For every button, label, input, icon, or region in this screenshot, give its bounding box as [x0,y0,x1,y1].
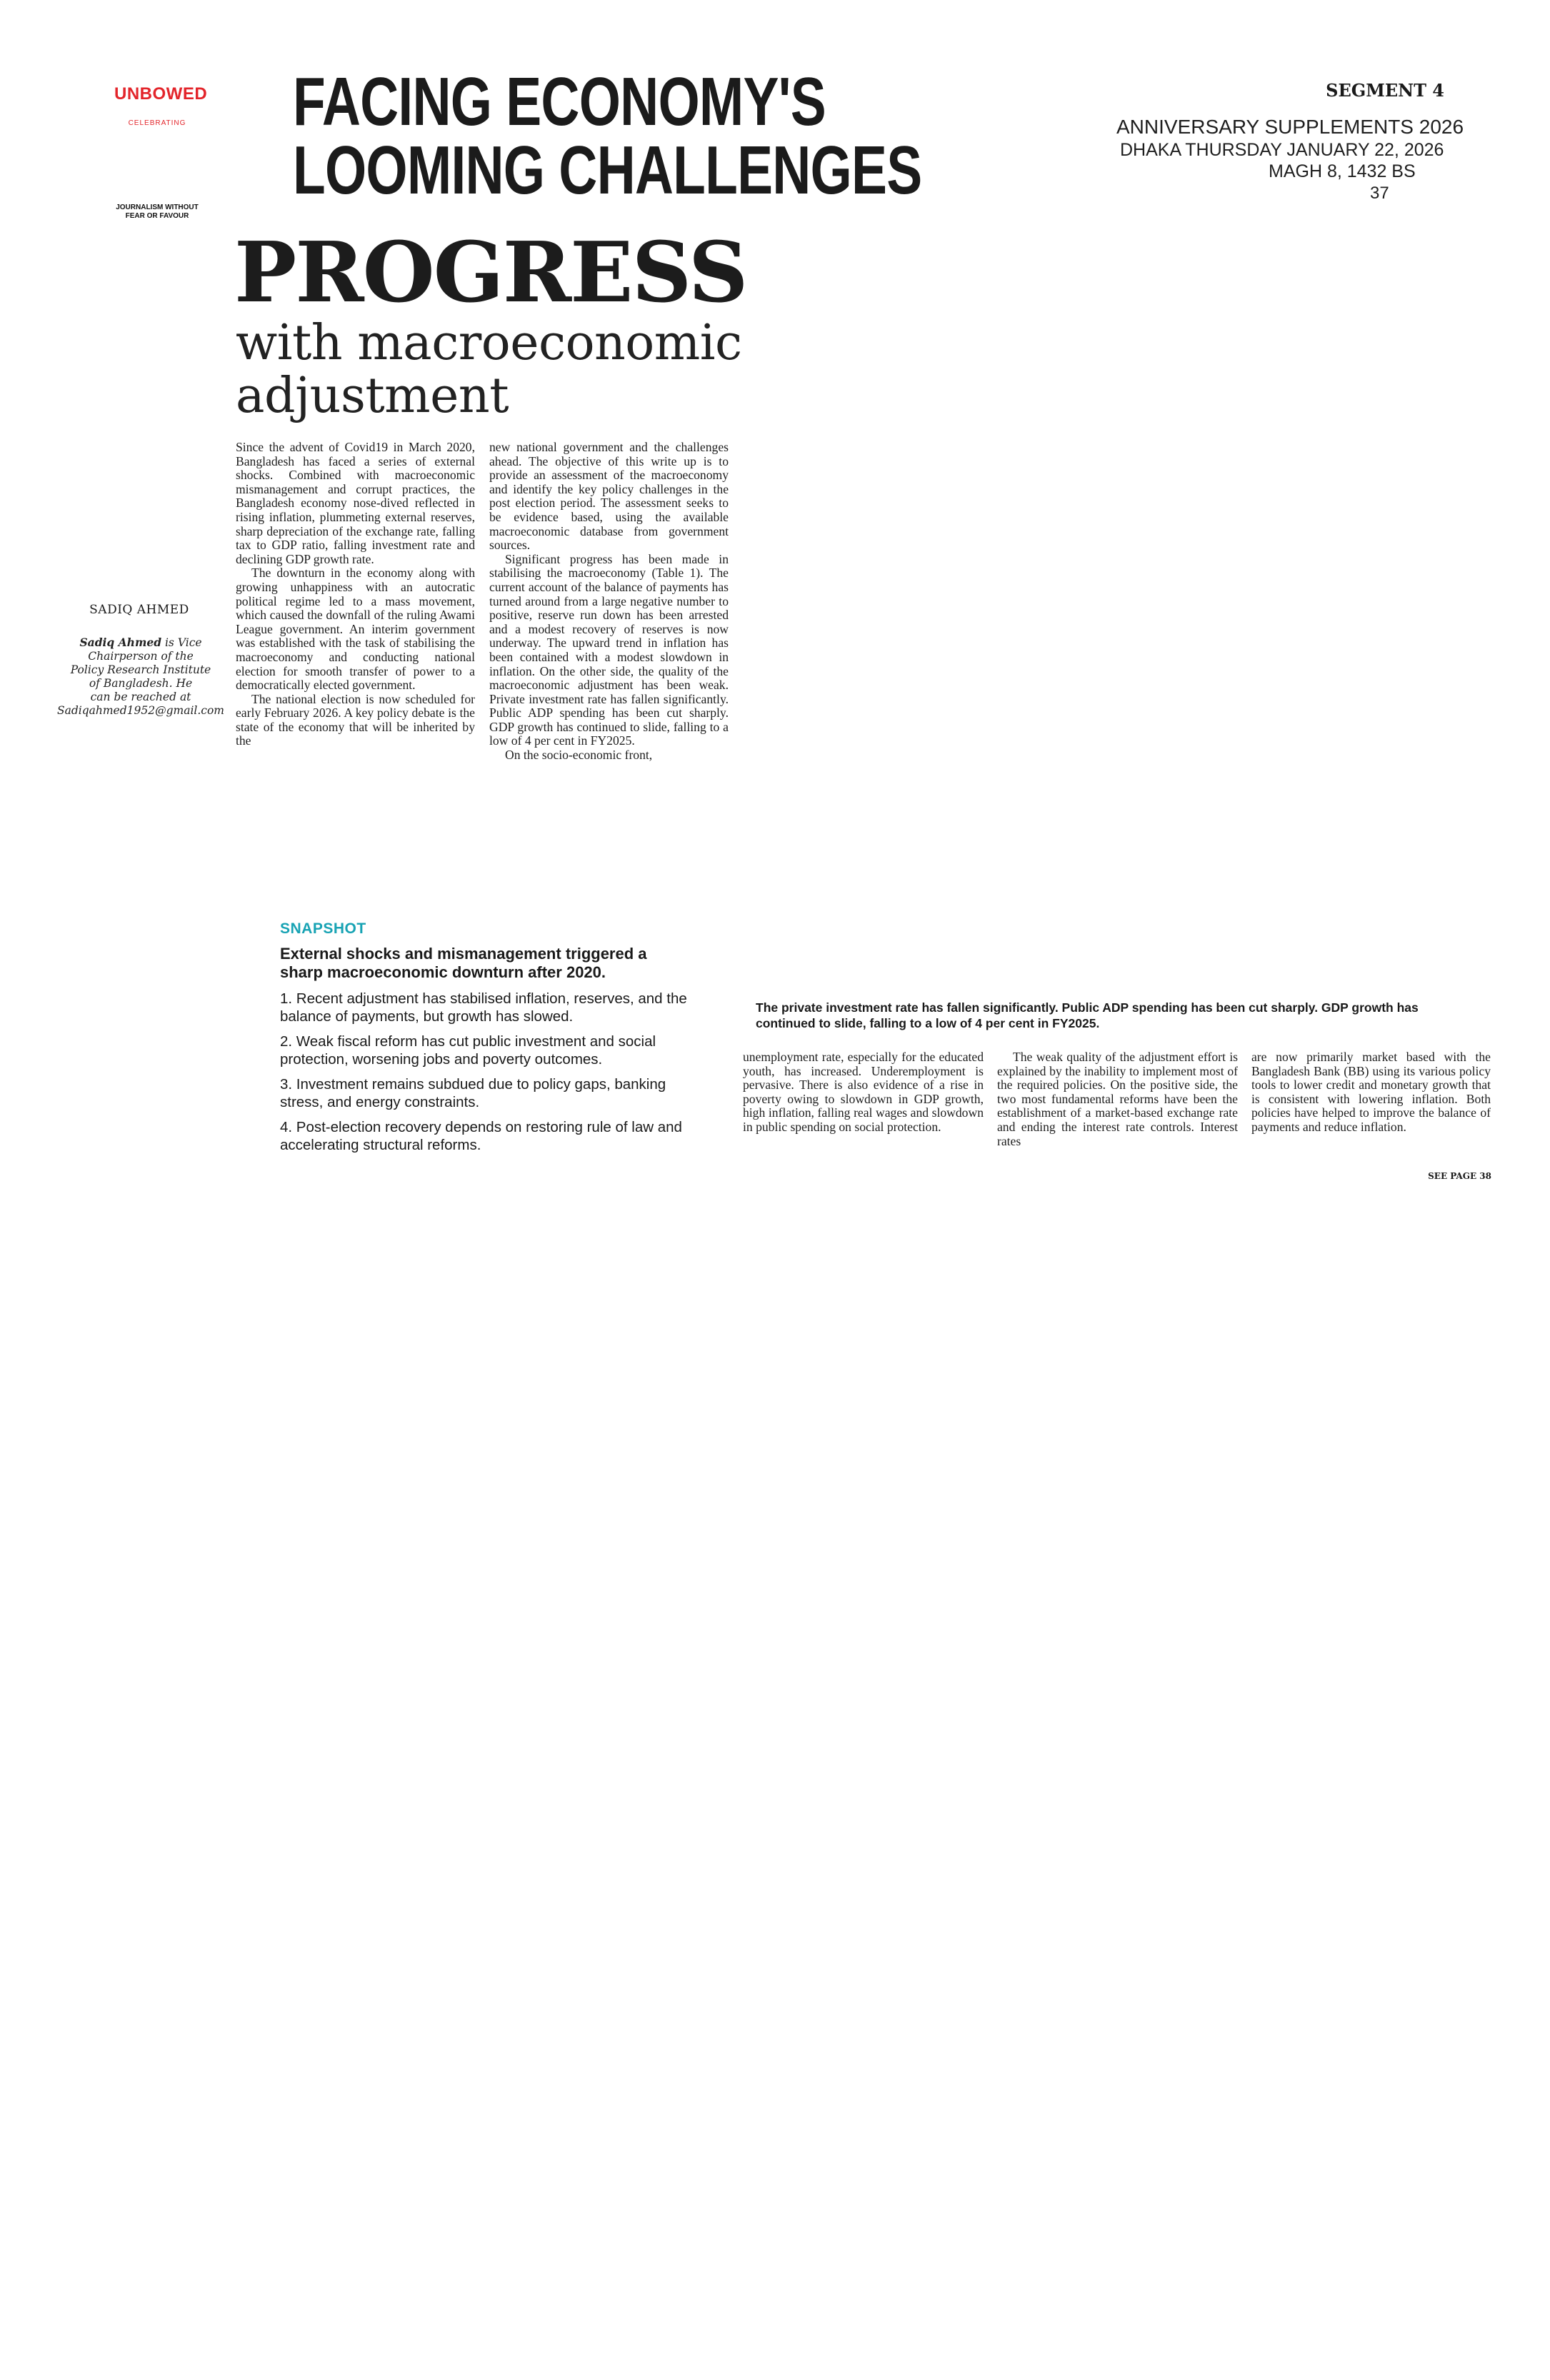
paragraph: The downturn in the economy along with growing unhappiness with an autocratic political regime led to a mass movement, which caused the downfall of the ruling Awami League government. An interim government was established with the task of stabilising the macroeconomy and conducting national election for smooth transfer of power to a democratically elected government. [236,566,475,693]
headline-line-2: LOOMING CHALLENGES [293,132,922,209]
paragraph: The weak quality of the adjustment effort is explained by the inability to implement most of the required policies. On the positive side, the two most fundamental reforms have been the establishment of a market-based exchange rate and ending the interest rate controls. Interest rates [997,1050,1238,1148]
snapshot-list [280,990,701,1161]
pull-quote: The private investment rate has fallen significantly. Public ADP spending has been cut sharply. GDP growth has continued to slide, falling to a low of 4 per cent in FY2025. [756,1000,1419,1030]
tagline-line-1: JOURNALISM WITHOUT [116,204,199,211]
tagline-line-2: FEAR OR FAVOUR [125,212,189,220]
author-bio-name: Sadiq Ahmed [79,636,162,649]
article-title: PROGRESS [234,224,747,321]
brand-logo: UNBOWED [114,84,208,104]
paragraph: Significant progress has been made in stabilising the macroeconomy (Table 1). The current account of the balance of payments has turned around from a large negative number to positive, reserve run down has been arrested and a modest recovery of reserves is now underway. The upward trend in inflation has been contained with a modest slowdown in inflation. On the other side, the quality of the macroeconomic adjustment has been weak. Private investment rate has fallen significantly. Public ADP spending has been cut sharply. GDP growth has continued to slide, falling to a low of 4 per cent in FY2025. [489,551,729,748]
paragraph: On the socio-economic front, [505,748,653,763]
snapshot-item: 2. Weak fiscal reform has cut public investment and social protection, worsening jobs and poverty outcomes. [280,1033,656,1068]
page-number: 37 [1370,184,1389,203]
article-column-2 [489,441,729,763]
paragraph: new national government and the challenges ahead. The objective of this write up is to provide an assessment of the macroeconomy and identify the key policy challenges in the post election period. The assessment seeks to be evidence based, using the available macroeconomic database from government sources. [489,440,729,553]
author-byline: SADIQ AHMED [89,603,189,617]
paragraph: Since the advent of Covid19 in March 2020, Bangladesh has faced a series of external shocks. Combined with macroeconomic mismanagement and corrupt practices, the Bangladesh economy nose-dived reflected in rising inflation, plummeting external reserves, sharp depreciation of the exchange rate, falling tax to GDP ratio, falling investment rate and declining GDP growth rate. [236,440,475,566]
bangla-date: MAGH 8, 1432 BS [1269,161,1416,181]
paragraph: are now primarily market based with the Bangladesh Bank (BB) using its various policy tools to lower credit and monetary growth that is consistent with lowering inflation. Both policies have helped to improve the balance of payments and reduce inflation. [1251,1050,1491,1134]
brand-subtitle: CELEBRATING [128,119,186,127]
brand-tagline [111,204,204,221]
dateline: DHAKA THURSDAY JANUARY 22, 2026 [1120,140,1444,160]
paragraph: unemployment rate, especially for the educated youth, has increased. Underemployment is pervasive. There is also evidence of a rise in poverty owing to slowdown in GDP growth, high inflation, falling real wages and slowdown in public spending on social protection. [743,1050,984,1134]
segment-label: SEGMENT 4 [1326,80,1444,101]
article-column-5 [1251,1050,1491,1135]
article-column-1 [236,441,475,748]
author-bio: Sadiq Ahmed is Vice Chairperson of the Policy Research Institute of Bangladesh. He can be reached at Sadiqahmed1952@gmail.com [51,636,230,718]
paragraph: The national election is now scheduled for early February 2026. A key policy debate is the state of the economy that will be inherited by the [236,691,475,748]
subtitle-line-2: adjustment [236,368,509,424]
article-subtitle [236,317,807,423]
subtitle-line-1: with macroeconomic [236,315,742,371]
author-email: Sadiqahmed1952@gmail.com [56,704,225,717]
headline-line-1: FACING ECONOMY'S [293,64,826,140]
section-headline [293,64,922,209]
snapshot-item: 4. Post-election recovery depends on restoring rule of law and accelerating structural reforms. [280,1119,682,1153]
snapshot-label: SNAPSHOT [280,920,366,937]
article-column-3 [743,1050,984,1135]
snapshot-item: 3. Investment remains subdued due to policy gaps, banking stress, and energy constraints. [280,1076,666,1110]
continued-link[interactable]: SEE PAGE 38 [1428,1171,1491,1181]
article-column-4 [997,1050,1238,1148]
snapshot-heading: External shocks and mismanagement triggered a sharp macroeconomic downturn after 2020. [280,945,647,981]
supplement-label: ANNIVERSARY SUPPLEMENTS 2026 [1116,116,1464,138]
snapshot-item: 1. Recent adjustment has stabilised inflation, reserves, and the balance of payments, but growth has slowed. [280,990,687,1025]
